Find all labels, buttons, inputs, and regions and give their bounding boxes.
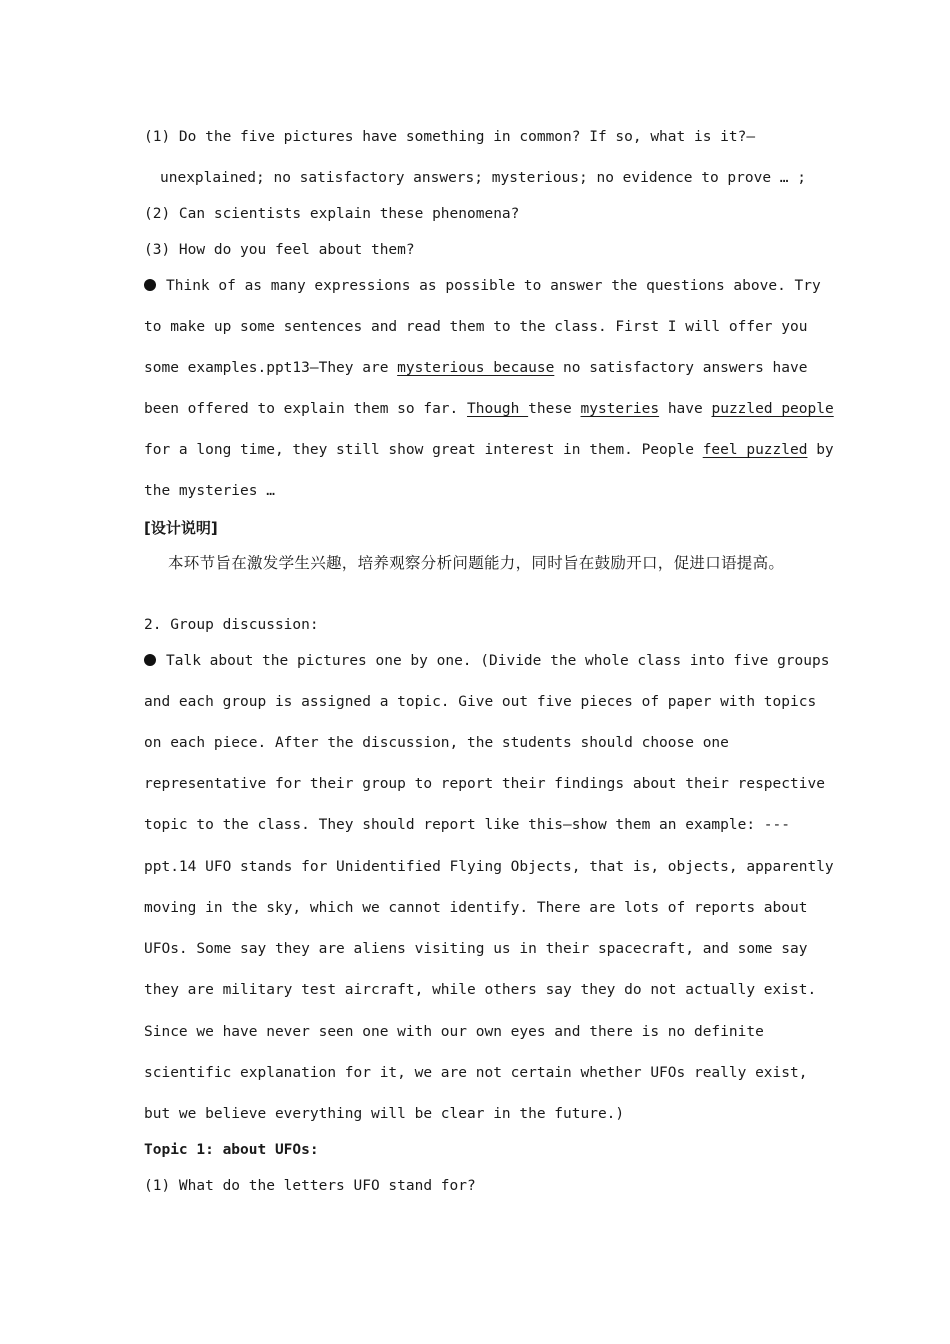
think-paragraph-line-2: to make up some sentences and read them to the class. First I will offer you [144, 319, 808, 335]
question-1-line-1: (1) Do the five pictures have something in common? If so, what is it?— [144, 129, 756, 145]
talk-paragraph-line-11: scientific explanation for it, we are not certain whether UFOs really exist, [144, 1065, 808, 1081]
think-text-4b: these [528, 401, 581, 417]
talk-paragraph-line-1 [144, 651, 829, 671]
think-text-1: Think of as many expressions as possible to answer the questions above. Try [166, 278, 821, 294]
talk-paragraph-line-8: UFOs. Some say they are aliens visiting us in their spacecraft, and some say [144, 941, 808, 957]
design-text: 本环节旨在激发学生兴趣，培养观察分析问题能力，同时旨在鼓励开口，促进口语提高。 [168, 554, 785, 572]
talk-text-1: Talk about the pictures one by one. (Divide the whole class into five groups [166, 653, 830, 669]
section-title-group-discussion: 2. Group discussion: [144, 617, 319, 633]
talk-paragraph-line-2: and each group is assigned a topic. Give out five pieces of paper with topics [144, 694, 817, 710]
design-heading: [设计说明] [144, 519, 218, 537]
think-paragraph-line-4 [144, 399, 834, 419]
question-2: (2) Can scientists explain these phenomena? [144, 206, 520, 222]
underlined-phrase: puzzled people [711, 401, 834, 417]
topic-1-heading: Topic 1: about UFOs: [144, 1142, 319, 1158]
think-text-3a: some examples.ppt13—They are [144, 360, 398, 376]
think-paragraph-line-5 [144, 440, 834, 460]
underlined-phrase: feel puzzled [702, 442, 808, 458]
talk-paragraph-line-7: moving in the sky, which we cannot identify. There are lots of reports about [144, 900, 808, 916]
think-text-5b: by [807, 442, 834, 458]
think-paragraph-line-3 [144, 358, 807, 378]
question-3: (3) How do you feel about them? [144, 242, 415, 258]
think-text-5a: for a long time, they still show great interest in them. People [144, 442, 703, 458]
topic-1-question-1: (1) What do the letters UFO stand for? [144, 1178, 476, 1194]
underlined-phrase: Though [467, 401, 529, 417]
think-text-4c: have [659, 401, 712, 417]
bullet-icon [144, 654, 156, 666]
bullet-icon [144, 279, 156, 291]
talk-paragraph-line-5: topic to the class. They should report like this—show them an example: --- [144, 817, 791, 833]
think-text-3b: no satisfactory answers have [554, 360, 808, 376]
underlined-phrase: mysteries [580, 401, 660, 417]
think-paragraph-line-6: the mysteries … [144, 483, 275, 499]
talk-paragraph-line-10: Since we have never seen one with our own eyes and there is no definite [144, 1024, 764, 1040]
talk-paragraph-line-4: representative for their group to report their findings about their respective [144, 776, 825, 792]
think-text-4a: been offered to explain them so far. [144, 401, 468, 417]
talk-paragraph-line-3: on each piece. After the discussion, the students should choose one [144, 735, 729, 751]
think-paragraph-line-1 [144, 276, 821, 296]
underlined-phrase: mysterious because [397, 360, 555, 376]
talk-paragraph-line-12: but we believe everything will be clear in the future.) [144, 1106, 625, 1122]
question-1-line-2: unexplained; no satisfactory answers; mysterious; no evidence to prove … ; [160, 170, 807, 186]
talk-paragraph-line-9: they are military test aircraft, while others say they do not actually exist. [144, 982, 817, 998]
talk-paragraph-line-6: ppt.14 UFO stands for Unidentified Flying Objects, that is, objects, apparently [144, 859, 834, 875]
